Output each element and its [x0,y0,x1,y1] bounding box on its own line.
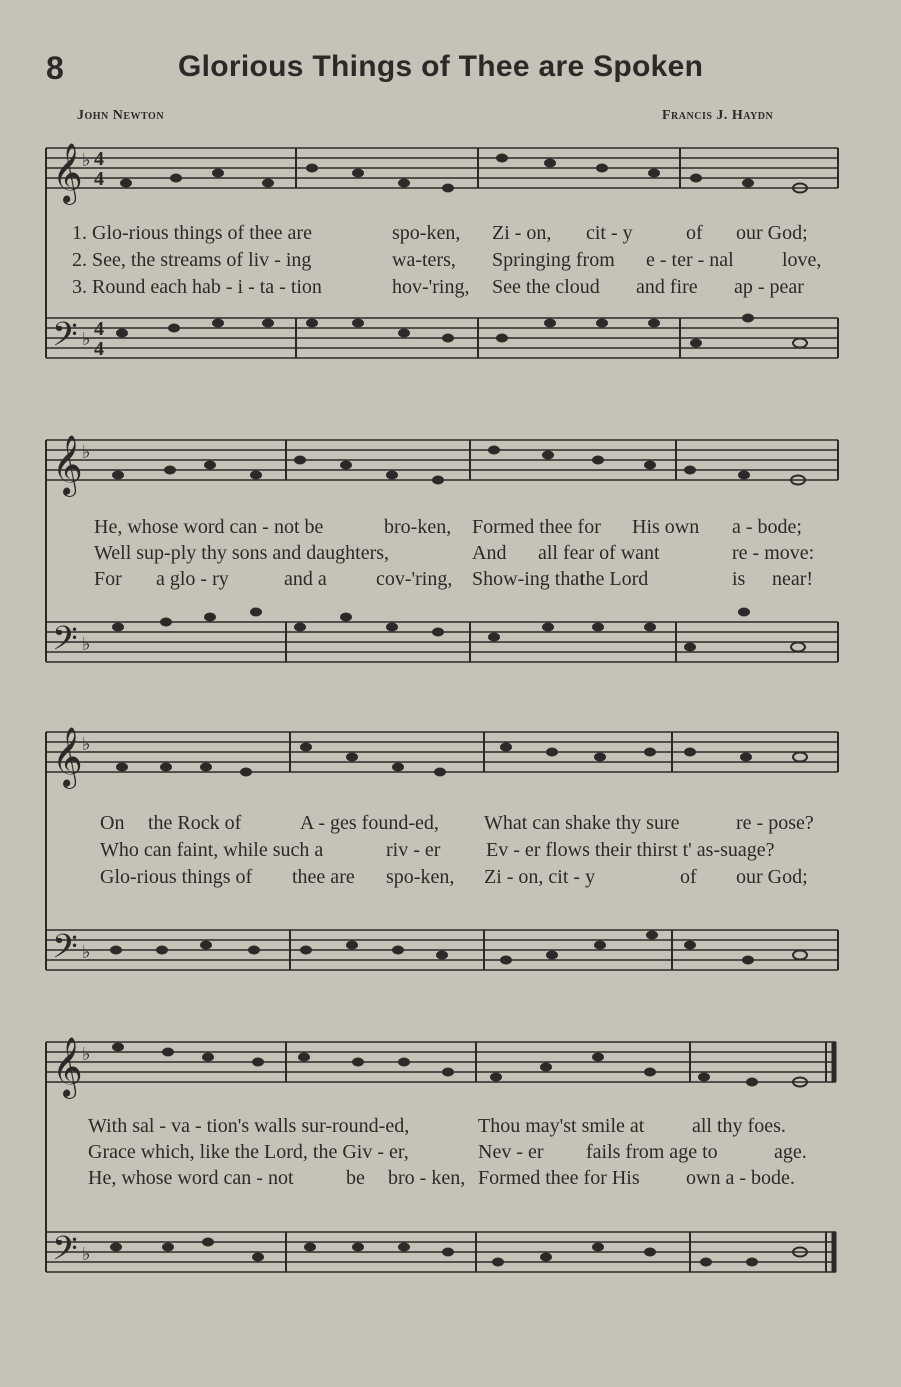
lyric-segment: Springing from [492,249,615,271]
lyric-segment: 3. Round each hab - i - ta - tion [72,276,322,298]
lyric-segment: re - move: [732,542,815,564]
svg-text:4: 4 [94,318,104,340]
lyric-segment: our God; [736,866,808,888]
lyric-segment: Glo-rious things of [100,866,253,888]
lyric-segment: of [680,866,697,888]
lyric-segment: Formed thee for His [478,1167,640,1189]
lyric-segment: Thou may'st smile at [478,1115,645,1137]
svg-text:♭: ♭ [82,1044,91,1064]
lyric-segment: Nev - er [478,1141,544,1163]
lyric-segment: and a [284,568,327,590]
svg-text:4: 4 [94,168,104,190]
svg-text:𝄞: 𝄞 [52,143,83,203]
lyric-segment: near! [772,568,814,590]
hymn-title: Glorious Things of Thee are Spoken [178,50,704,83]
lyric-segment: Grace which, like the Lord, the Giv - er, [88,1141,409,1163]
lyric-segment: With sal - va - tion's walls sur-round-ed, [88,1115,410,1137]
lyric-segment: hov-'ring, [392,276,470,298]
svg-text:4: 4 [94,338,104,360]
svg-text:𝄢: 𝄢 [52,1230,78,1276]
lyric-segment: riv - er [386,839,441,861]
lyric-segment: e - ter - nal [646,249,734,271]
svg-text:♭: ♭ [82,942,91,962]
lyric-segment: cit - y [586,222,633,244]
svg-text:𝄢: 𝄢 [52,620,78,666]
lyric-segment: be [346,1167,365,1189]
lyric-segment: of [686,222,703,244]
lyric-segment: and fire [636,276,698,298]
lyric-segment: 2. See, the streams of liv - ing [72,249,312,271]
lyric-segment: Formed thee for [472,516,601,538]
lyric-segment: the Rock of [148,812,242,834]
author-credit: John Newton [77,108,165,123]
lyric-segment: a glo - ry [156,568,229,590]
lyric-segment: He, whose word can - not be [94,516,324,538]
lyric-segment: the Lord [580,568,649,590]
lyric-segment: re - pose? [736,812,814,834]
page-number: 8 [46,50,64,86]
lyric-segment: our God; [736,222,808,244]
lyric-segment: Show-ing that [472,568,585,590]
lyric-segment: See the cloud [492,276,600,298]
svg-text:𝄢: 𝄢 [52,316,78,362]
lyric-segment: fails from age to [586,1141,718,1163]
svg-text:𝄞: 𝄞 [52,1037,83,1097]
lyric-segment: Who can faint, while such a [100,839,324,861]
svg-text:♭: ♭ [82,734,91,754]
lyric-segment: What can shake thy sure [484,812,680,834]
lyric-segment: And [472,542,507,564]
lyric-segment: His own [632,516,700,538]
lyric-segment: love, [782,249,822,271]
svg-text:𝄞: 𝄞 [52,435,83,495]
lyric-segment: Zi - on, [492,222,552,244]
svg-text:♭: ♭ [82,1244,91,1264]
lyric-segment: age. [774,1141,807,1163]
lyric-segment: ap - pear [734,276,804,298]
lyric-segment: spo-ken, [386,866,455,888]
svg-text:𝄢: 𝄢 [52,928,78,974]
lyric-segment: all thy foes. [692,1115,786,1137]
svg-text:4: 4 [94,148,104,170]
svg-text:♭: ♭ [82,634,91,654]
lyric-segment: A - ges found-ed, [300,812,439,834]
svg-text:𝄞: 𝄞 [52,727,83,787]
lyric-segment: 1. Glo-rious things of thee are [72,222,312,244]
svg-text:♭: ♭ [82,442,91,462]
lyric-segment: spo-ken, [392,222,461,244]
lyric-segment: Zi - on, cit - y [484,866,596,888]
lyric-segment: is [732,568,746,590]
lyric-segment: all fear of want [538,542,660,564]
lyric-segment: cov-'ring, [376,568,453,590]
lyric-segment: bro-ken, [384,516,452,538]
lyric-segment: He, whose word can - not [88,1167,294,1189]
lyric-segment: own a - bode. [686,1167,795,1189]
lyric-segment: bro - ken, [388,1167,466,1189]
lyric-segment: On [100,812,125,834]
lyric-segment: a - bode; [732,516,802,538]
svg-text:♭: ♭ [82,150,91,170]
lyric-segment: thee are [292,866,355,888]
lyric-segment: wa-ters, [392,249,456,271]
composer-credit: Francis J. Haydn [662,108,774,123]
lyric-segment: For [94,568,122,590]
lyric-segment: Well sup-ply thy sons and daughters, [94,542,390,564]
lyric-segment: Ev - er flows their thirst t' as-suage? [486,839,775,861]
svg-text:♭: ♭ [82,329,91,349]
